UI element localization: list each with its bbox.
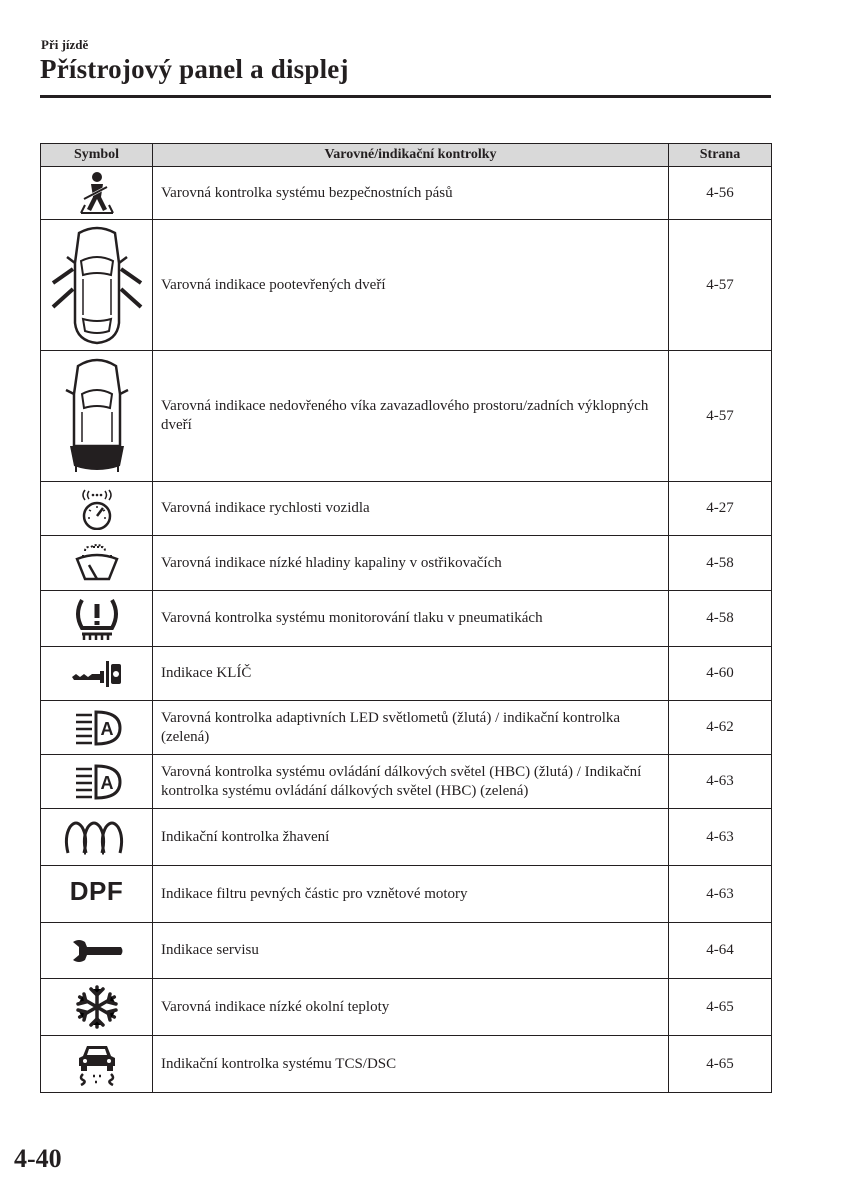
row-page: 4-64: [669, 923, 772, 979]
row-description: Indikační kontrolka systému TCS/DSC: [153, 1036, 669, 1093]
row-description: Indikace filtru pevných částic pro vznětové motory: [153, 866, 669, 923]
table-row: [41, 647, 772, 701]
row-page: 4-63: [669, 809, 772, 866]
page-number: 4-40: [14, 1144, 62, 1173]
svg-text:A: A: [100, 772, 113, 793]
svg-text:A: A: [100, 718, 113, 739]
table-row: [41, 591, 772, 647]
row-description: Varovná kontrolka systému monitorování tlaku v pneumatikách: [153, 591, 669, 647]
glow-plug-icon: [41, 809, 153, 866]
speed-warning-icon: [41, 482, 153, 536]
row-description: Indikace servisu: [153, 923, 669, 979]
table-row: [41, 1036, 772, 1093]
wrench-icon: [41, 923, 153, 979]
table-row: [41, 536, 772, 591]
row-description: Varovná kontrolka systému bezpečnostních pásů: [153, 167, 669, 220]
title-divider: [40, 95, 771, 98]
row-description: Varovná indikace nízké hladiny kapaliny v ostřikovačích: [153, 536, 669, 591]
warning-indicator-table: [40, 143, 772, 1093]
key-icon: [41, 647, 153, 701]
table-row: [41, 809, 772, 866]
table-row: [41, 923, 772, 979]
row-page: 4-56: [669, 167, 772, 220]
column-header-symbol: Symbol: [41, 144, 153, 167]
section-label: Při jízdě: [41, 37, 89, 52]
row-description: Varovná kontrolka systému ovládání dálkových světel (HBC) (žlutá) / Indikační kontrolka systému ovládání dálkových světel (HBC) (zelená): [153, 755, 669, 809]
dpf-icon: [41, 866, 153, 923]
liftgate-open-icon: [41, 351, 153, 482]
table-row: [41, 755, 772, 809]
table-row: [41, 701, 772, 755]
row-page: 4-57: [669, 351, 772, 482]
row-page: 4-65: [669, 979, 772, 1036]
table-row: [41, 866, 772, 923]
row-description: Indikace KLÍČ: [153, 647, 669, 701]
row-description: Varovná indikace pootevřených dveří: [153, 220, 669, 351]
row-page: 4-60: [669, 647, 772, 701]
row-description: Varovná indikace nedovřeného víka zavazadlového prostoru/zadních výklopných dveří: [153, 351, 669, 482]
row-page: 4-57: [669, 220, 772, 351]
row-page: 4-63: [669, 755, 772, 809]
traction-control-icon: [41, 1036, 153, 1093]
row-page: 4-65: [669, 1036, 772, 1093]
page-title: Přístrojový panel a displej: [40, 54, 349, 84]
dpf-symbol-text: DPF: [69, 876, 124, 906]
tire-pressure-icon: [41, 591, 153, 647]
high-beam-control-icon: [41, 755, 153, 809]
row-page: 4-63: [669, 866, 772, 923]
seatbelt-warning-icon: [41, 167, 153, 220]
row-page: 4-27: [669, 482, 772, 536]
row-description: Varovná indikace rychlosti vozidla: [153, 482, 669, 536]
adaptive-headlight-icon: [41, 701, 153, 755]
row-description: Indikační kontrolka žhavení: [153, 809, 669, 866]
table-row: [41, 979, 772, 1036]
row-page: 4-58: [669, 591, 772, 647]
column-header-description: Varovné/indikační kontrolky: [153, 144, 669, 167]
table-row: [41, 351, 772, 482]
door-ajar-icon: [41, 220, 153, 351]
table-row: [41, 167, 772, 220]
washer-fluid-icon: [41, 536, 153, 591]
row-description: Varovná kontrolka adaptivních LED světlometů (žlutá) / indikační kontrolka (zelená): [153, 701, 669, 755]
column-header-page: Strana: [669, 144, 772, 167]
row-page: 4-62: [669, 701, 772, 755]
snowflake-icon: [41, 979, 153, 1036]
row-page: 4-58: [669, 536, 772, 591]
table-header-row: [41, 144, 772, 167]
table-row: [41, 482, 772, 536]
table-row: [41, 220, 772, 351]
row-description: Varovná indikace nízké okolní teploty: [153, 979, 669, 1036]
